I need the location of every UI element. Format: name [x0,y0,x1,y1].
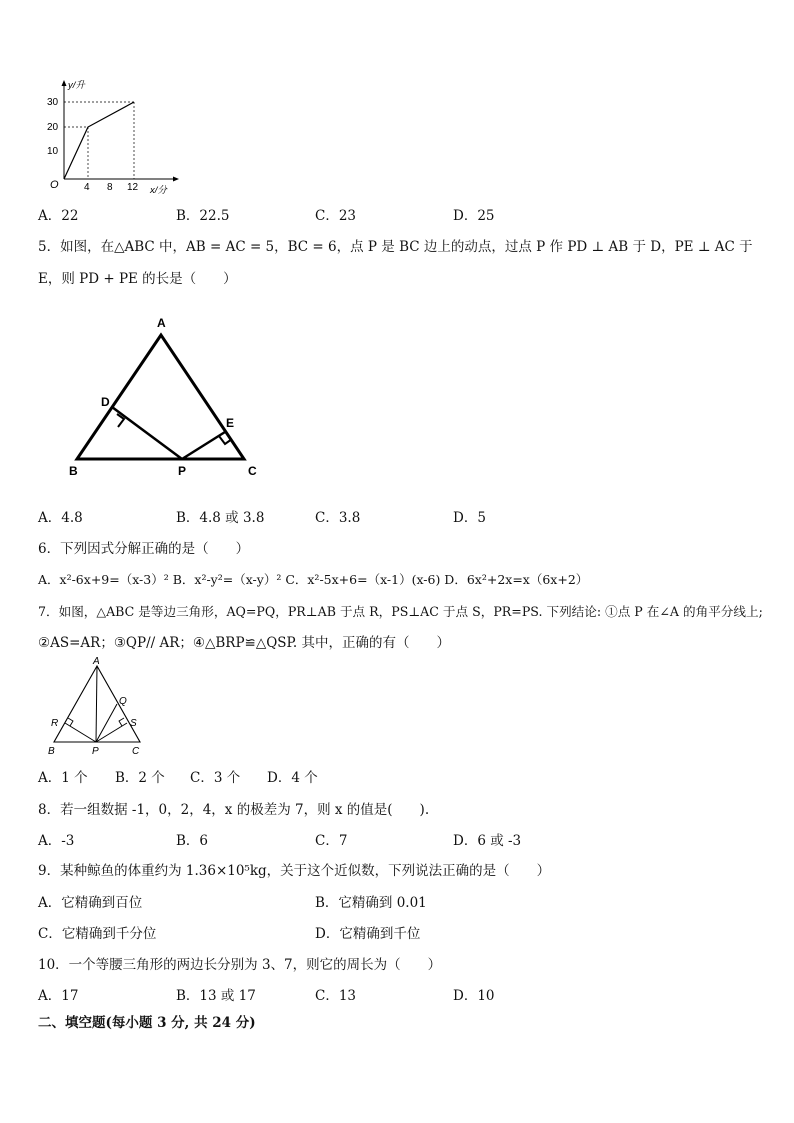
q4-option-b[interactable]: B．22.5 [176,208,230,224]
segment-pd [112,407,182,459]
q4-line-graph [38,78,188,196]
y-axis-label: y/升 [68,80,85,91]
label-c: C [248,464,257,478]
segment-pr [65,723,96,742]
q10-option-b[interactable]: B．13 或 17 [176,988,256,1004]
q5-stem-line1: 5．如图，在△ABC 中，AB = AC = 5，BC = 6，点 P 是 BC 边上的动点，过点 P 作 PD ⊥ AB 于 D，PE ⊥ AC 于 [38,239,753,255]
q5-option-c[interactable]: C．3.8 [315,510,361,526]
y-tick-20: 20 [47,122,59,133]
q8-option-d[interactable]: D．6 或 -3 [453,833,522,849]
label-r: R [51,718,59,729]
label-p: P [92,746,99,757]
q7-stem-line2: ②AS=AR；③QP// AR；④△BRP≌△QSP. 其中，正确的有（ ） [38,635,450,651]
segment-ps [96,723,127,742]
q9-option-d[interactable]: D．它精确到千位 [315,926,421,942]
y-tick-10: 10 [47,146,59,157]
q8-option-b[interactable]: B．6 [176,833,209,849]
x-axis-label: x/分 [150,185,167,196]
q10-option-a[interactable]: A．17 [38,988,79,1004]
y-tick-30: 30 [47,97,59,108]
q6-options[interactable]: A．x²-6x+9=（x-3）² B．x²-y²=（x-y）² C．x²-5x+6=（x-1）(x-6) D．6x²+2x=x（6x+2） [38,572,589,587]
q4-option-a[interactable]: A．22 [38,208,79,224]
label-p: P [178,464,187,478]
q9-option-b[interactable]: B．它精确到 0.01 [315,895,427,911]
q5-option-d[interactable]: D．5 [453,510,486,526]
y-axis-arrow [62,80,67,86]
q7-option-d[interactable]: D．4 个 [267,770,318,786]
segment-pe [182,432,225,459]
q6-stem: 6．下列因式分解正确的是（ ） [38,541,250,557]
q8-option-c[interactable]: C．7 [315,833,348,849]
label-b: B [69,464,78,478]
label-a: A [93,656,100,667]
label-b: B [48,746,55,757]
section-heading: 二、填空题(每小题 3 分, 共 24 分) [38,1015,256,1031]
q10-stem: 10．一个等腰三角形的两边长分别为 3、7，则它的周长为（ ） [38,957,442,973]
q5-option-a[interactable]: A．4.8 [38,510,83,526]
graph-line [64,102,134,179]
q7-stem-line1: 7．如图，△ABC 是等边三角形，AQ=PQ，PR⊥AB 于点 R，PS⊥AC 于点 S，PR=PS. 下列结论: ①点 P 在∠A 的角平分线上; [38,604,763,619]
x-tick-8: 8 [107,182,113,193]
segment-ap [96,666,97,742]
x-tick-12: 12 [127,182,139,193]
q8-option-a[interactable]: A．-3 [38,833,75,849]
q8-stem: 8．若一组数据 -1，0，2，4，x 的极差为 7，则 x 的值是( ). [38,802,430,818]
label-c: C [132,746,140,757]
q7-option-b[interactable]: B．2 个 [115,770,165,786]
q5-option-b[interactable]: B．4.8 或 3.8 [176,510,265,526]
q9-stem: 9．某种鲸鱼的体重约为 1.36×10⁵kg，关于这个近似数，下列说法正确的是（ ） [38,863,551,879]
q9-option-c[interactable]: C．它精确到千分位 [38,926,157,942]
q5-triangle-figure [60,312,280,482]
q7-triangle-figure [44,656,150,758]
label-q: Q [119,696,127,707]
q4-option-d[interactable]: D．25 [453,208,495,224]
q9-option-a[interactable]: A．它精确到百位 [38,895,143,911]
label-e: E [226,416,235,430]
q5-stem-line2: E，则 PD + PE 的长是（ ） [38,271,237,287]
segment-pq [96,704,117,742]
q7-option-c[interactable]: C．3 个 [190,770,241,786]
origin-label: O [50,179,59,191]
label-d: D [101,395,110,409]
q4-option-c[interactable]: C．23 [315,208,357,224]
q10-option-c[interactable]: C．13 [315,988,357,1004]
x-tick-4: 4 [84,182,90,193]
x-axis-arrow [173,177,179,182]
label-s: S [130,718,137,729]
q7-option-a[interactable]: A．1 个 [38,770,88,786]
q10-option-d[interactable]: D．10 [453,988,495,1004]
label-a: A [157,316,166,330]
